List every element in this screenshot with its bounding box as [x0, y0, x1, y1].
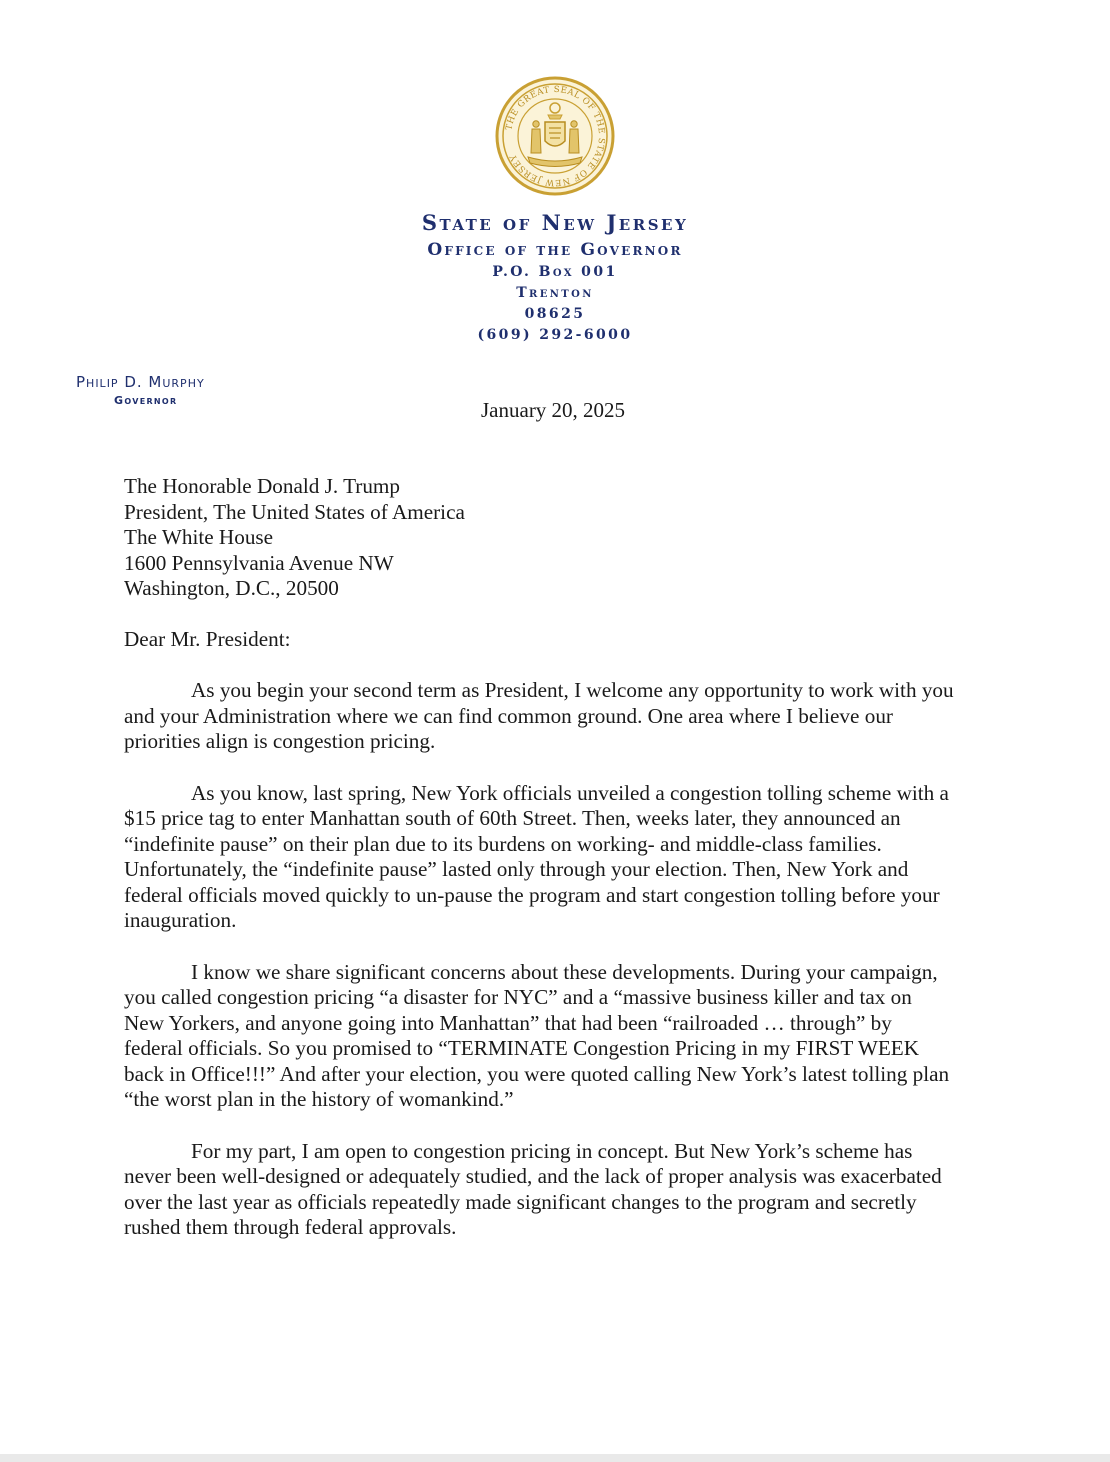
paragraph-line: For my part, I am open to congestion pricing in concept. But New York’s scheme has	[191, 1138, 913, 1163]
letterhead-phone: (609) 292-6000	[477, 327, 633, 343]
paragraph-line: As you know, last spring, New York officials unveiled a congestion tolling scheme with a	[191, 780, 949, 805]
paragraph-line: inauguration.	[124, 908, 237, 932]
paragraph-line: back in Office!!!” And after your election, you were quoted calling New York’s latest tolling plan	[124, 1061, 950, 1086]
paragraph-line: As you begin your second term as President, I welcome any opportunity to work with you	[191, 678, 954, 702]
paragraph-line: “indefinite pause” on their plan due to its burdens on working- and middle-class families.	[124, 831, 882, 856]
paragraph-line: $15 price tag to enter Manhattan south of 60th Street. Then, weeks later, they announced an	[124, 806, 901, 830]
letter-date: January 20, 2025	[481, 398, 626, 422]
paragraph-line: “the worst plan in the history of womankind.”	[124, 1087, 514, 1111]
paragraph-line: New Yorkers, and anyone going into Manhattan” that had been “railroaded … through” by	[124, 1010, 892, 1035]
letterhead-title: State of New Jersey	[421, 210, 689, 235]
paragraph-line: I know we share significant concerns about these developments. During your campaign,	[191, 959, 938, 984]
governor-block	[76, 372, 296, 410]
paragraph-line: federal officials moved quickly to un-pause the program and start congestion tolling before your	[124, 882, 940, 907]
recipient-line: The Honorable Donald J. Trump	[124, 474, 401, 498]
letterhead-zip: 08625	[524, 306, 586, 322]
letter-body	[124, 474, 996, 1241]
paragraph-line: never been well-designed or adequately studied, and the lack of proper analysis was exacerbated	[124, 1164, 942, 1188]
recipient-line: Washington, D.C., 20500	[124, 576, 339, 600]
governor-name: Philip D. Murphy	[76, 373, 205, 391]
paragraph-4	[124, 1139, 996, 1241]
state-seal-icon	[494, 75, 616, 197]
letterhead-office: Office of the Governor	[427, 240, 683, 260]
recipient-address	[124, 474, 996, 602]
seal-ring-text: THE GREAT SEAL OF THE STATE OF NEW JERSEY	[504, 84, 607, 188]
letterhead	[330, 208, 780, 346]
governor-title: Governor	[114, 394, 178, 407]
paragraph-2	[124, 781, 996, 934]
paragraph-line: and your Administration where we can find common ground. One area where I believe our	[124, 703, 893, 728]
paragraph-line: federal officials. So you promised to “TERMINATE Congestion Pricing in my FIRST WEEK	[124, 1036, 920, 1060]
recipient-line: 1600 Pennsylvania Avenue NW	[124, 550, 394, 575]
letterhead-po-box: P.O. Box 001	[492, 264, 618, 280]
recipient-line: The White House	[124, 525, 274, 549]
paragraph-line: over the last year as officials repeatedly made significant changes to the program and secretly	[124, 1189, 917, 1214]
paragraph-1	[124, 678, 996, 755]
letterhead-city: Trenton	[516, 285, 594, 301]
paragraph-line: Unfortunately, the “indefinite pause” lasted only through your election. Then, New York and	[124, 857, 909, 881]
paragraph-line: rushed them through federal approvals.	[124, 1215, 457, 1239]
paragraph-3	[124, 960, 996, 1113]
page-bottom-edge	[0, 1454, 1110, 1462]
paragraph-line: you called congestion pricing “a disaster for NYC” and a “massive business killer and tax on	[124, 985, 912, 1009]
salutation: Dear Mr. President:	[124, 626, 291, 651]
recipient-line: President, The United States of America	[124, 499, 465, 524]
paragraph-line: priorities align is congestion pricing.	[124, 729, 436, 753]
